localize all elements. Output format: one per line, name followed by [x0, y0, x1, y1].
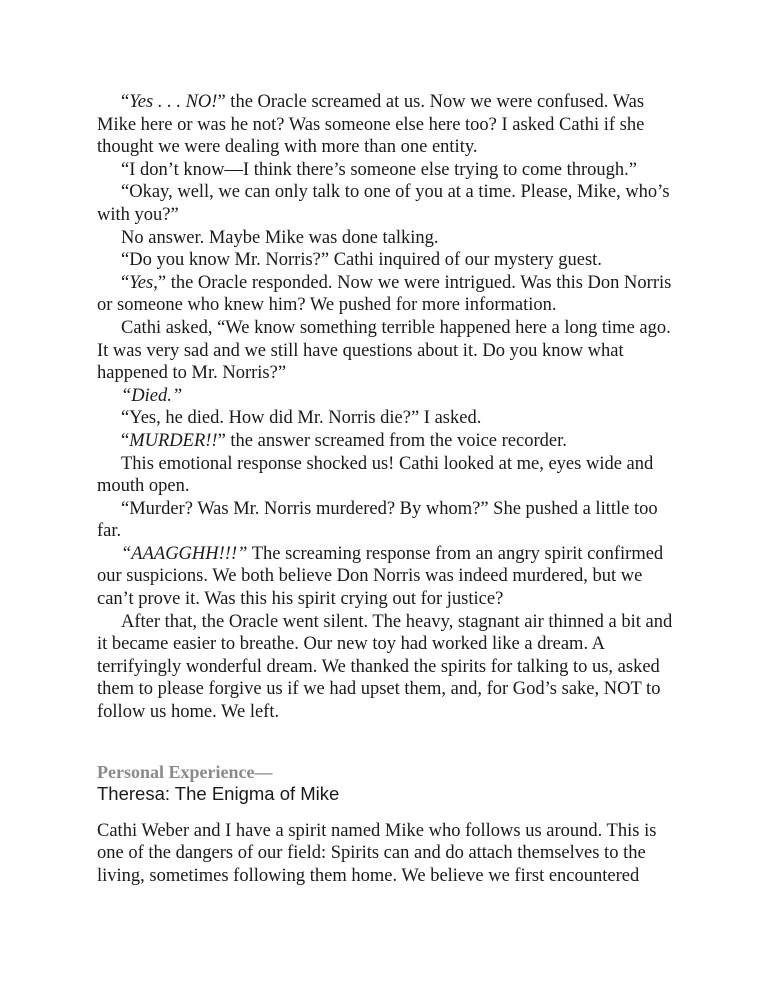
section-label: Personal Experience—: [97, 761, 273, 782]
body-text: [97, 91, 683, 724]
text-run: “I don’t know—I think there’s someone else trying to come through.”: [121, 159, 638, 180]
italic-text: MURDER!!: [129, 430, 218, 451]
text-run: ” the Oracle screamed at us. Now we were confused. Was Mike here or was he not? Was someone else here too? I asked Cathi if she thought we were dealing with more than one entity.: [97, 92, 645, 158]
body-paragraph: [97, 407, 683, 430]
body-paragraph: [97, 159, 683, 182]
body-paragraph: [97, 317, 683, 385]
body-paragraph: [97, 227, 683, 250]
body-paragraph: [97, 498, 683, 543]
section-title: Theresa: The Enigma of Mike: [97, 782, 340, 804]
italic-text: “Died.”: [121, 385, 183, 406]
text-run: “: [121, 430, 130, 451]
book-page: [97, 91, 683, 887]
text-run: “: [121, 272, 130, 293]
body-paragraph: [97, 272, 683, 317]
text-run: Cathi asked, “We know something terrible happened here a long time ago. It was very sad and we still have questions about it. Do you know what happened to Mr. Norris?”: [97, 317, 671, 384]
body-paragraph: [97, 91, 683, 159]
closing-paragraph: Cathi Weber and I have a spirit named Mike who follows us around. This is one of the dangers of our field: Spirits can and do attach themselves to the living, sometimes following them home. We believe we first encountered: [97, 820, 657, 886]
text-run: “Murder? Was Mr. Norris murdered? By whom?” She pushed a little too far.: [97, 498, 658, 542]
body-paragraph: [97, 385, 683, 408]
text-run: “Do you know Mr. Norris?” Cathi inquired of our mystery guest.: [121, 250, 602, 271]
text-run: ,” the Oracle responded. Now we were intrigued. Was this Don Norris or someone who knew him? We pushed for more information.: [97, 272, 672, 316]
italic-text: “AAAGGHH!!!”: [121, 543, 248, 564]
body-paragraph: [97, 611, 683, 724]
text-run: “: [121, 92, 130, 112]
body-paragraph: [97, 430, 683, 453]
body-paragraph: [97, 249, 683, 272]
text-run: “Okay, well, we can only talk to one of you at a time. Please, Mike, who’s with you?”: [97, 182, 670, 225]
body-paragraph: [97, 543, 683, 611]
text-run: ” the answer screamed from the voice recorder.: [217, 430, 567, 451]
text-run: No answer. Maybe Mike was done talking.: [121, 227, 439, 248]
body-paragraph: [97, 453, 683, 498]
text-run: The screaming response from an angry spirit confirmed our suspicions. We both believe Don Norris was indeed murdered, but we can’t prove it. Was this his spirit crying out for justice?: [97, 543, 664, 610]
text-run: “Yes, he died. How did Mr. Norris die?” I asked.: [121, 408, 482, 429]
text-run: After that, the Oracle went silent. The heavy, stagnant air thinned a bit and it became easier to breathe. Our new toy had worked like a dream. A terrifyingly wonderful dream. We thanked the spirits for talking to us, asked them to please forgive us if we had upset them, and, for God’s sake, NOT to follow us home. We left.: [97, 611, 673, 723]
italic-text: Yes . . . NO!: [129, 92, 218, 112]
text-run: This emotional response shocked us! Cathi looked at me, eyes wide and mouth open.: [97, 453, 654, 497]
italic-text: Yes: [129, 272, 154, 293]
body-paragraph: [97, 181, 683, 226]
